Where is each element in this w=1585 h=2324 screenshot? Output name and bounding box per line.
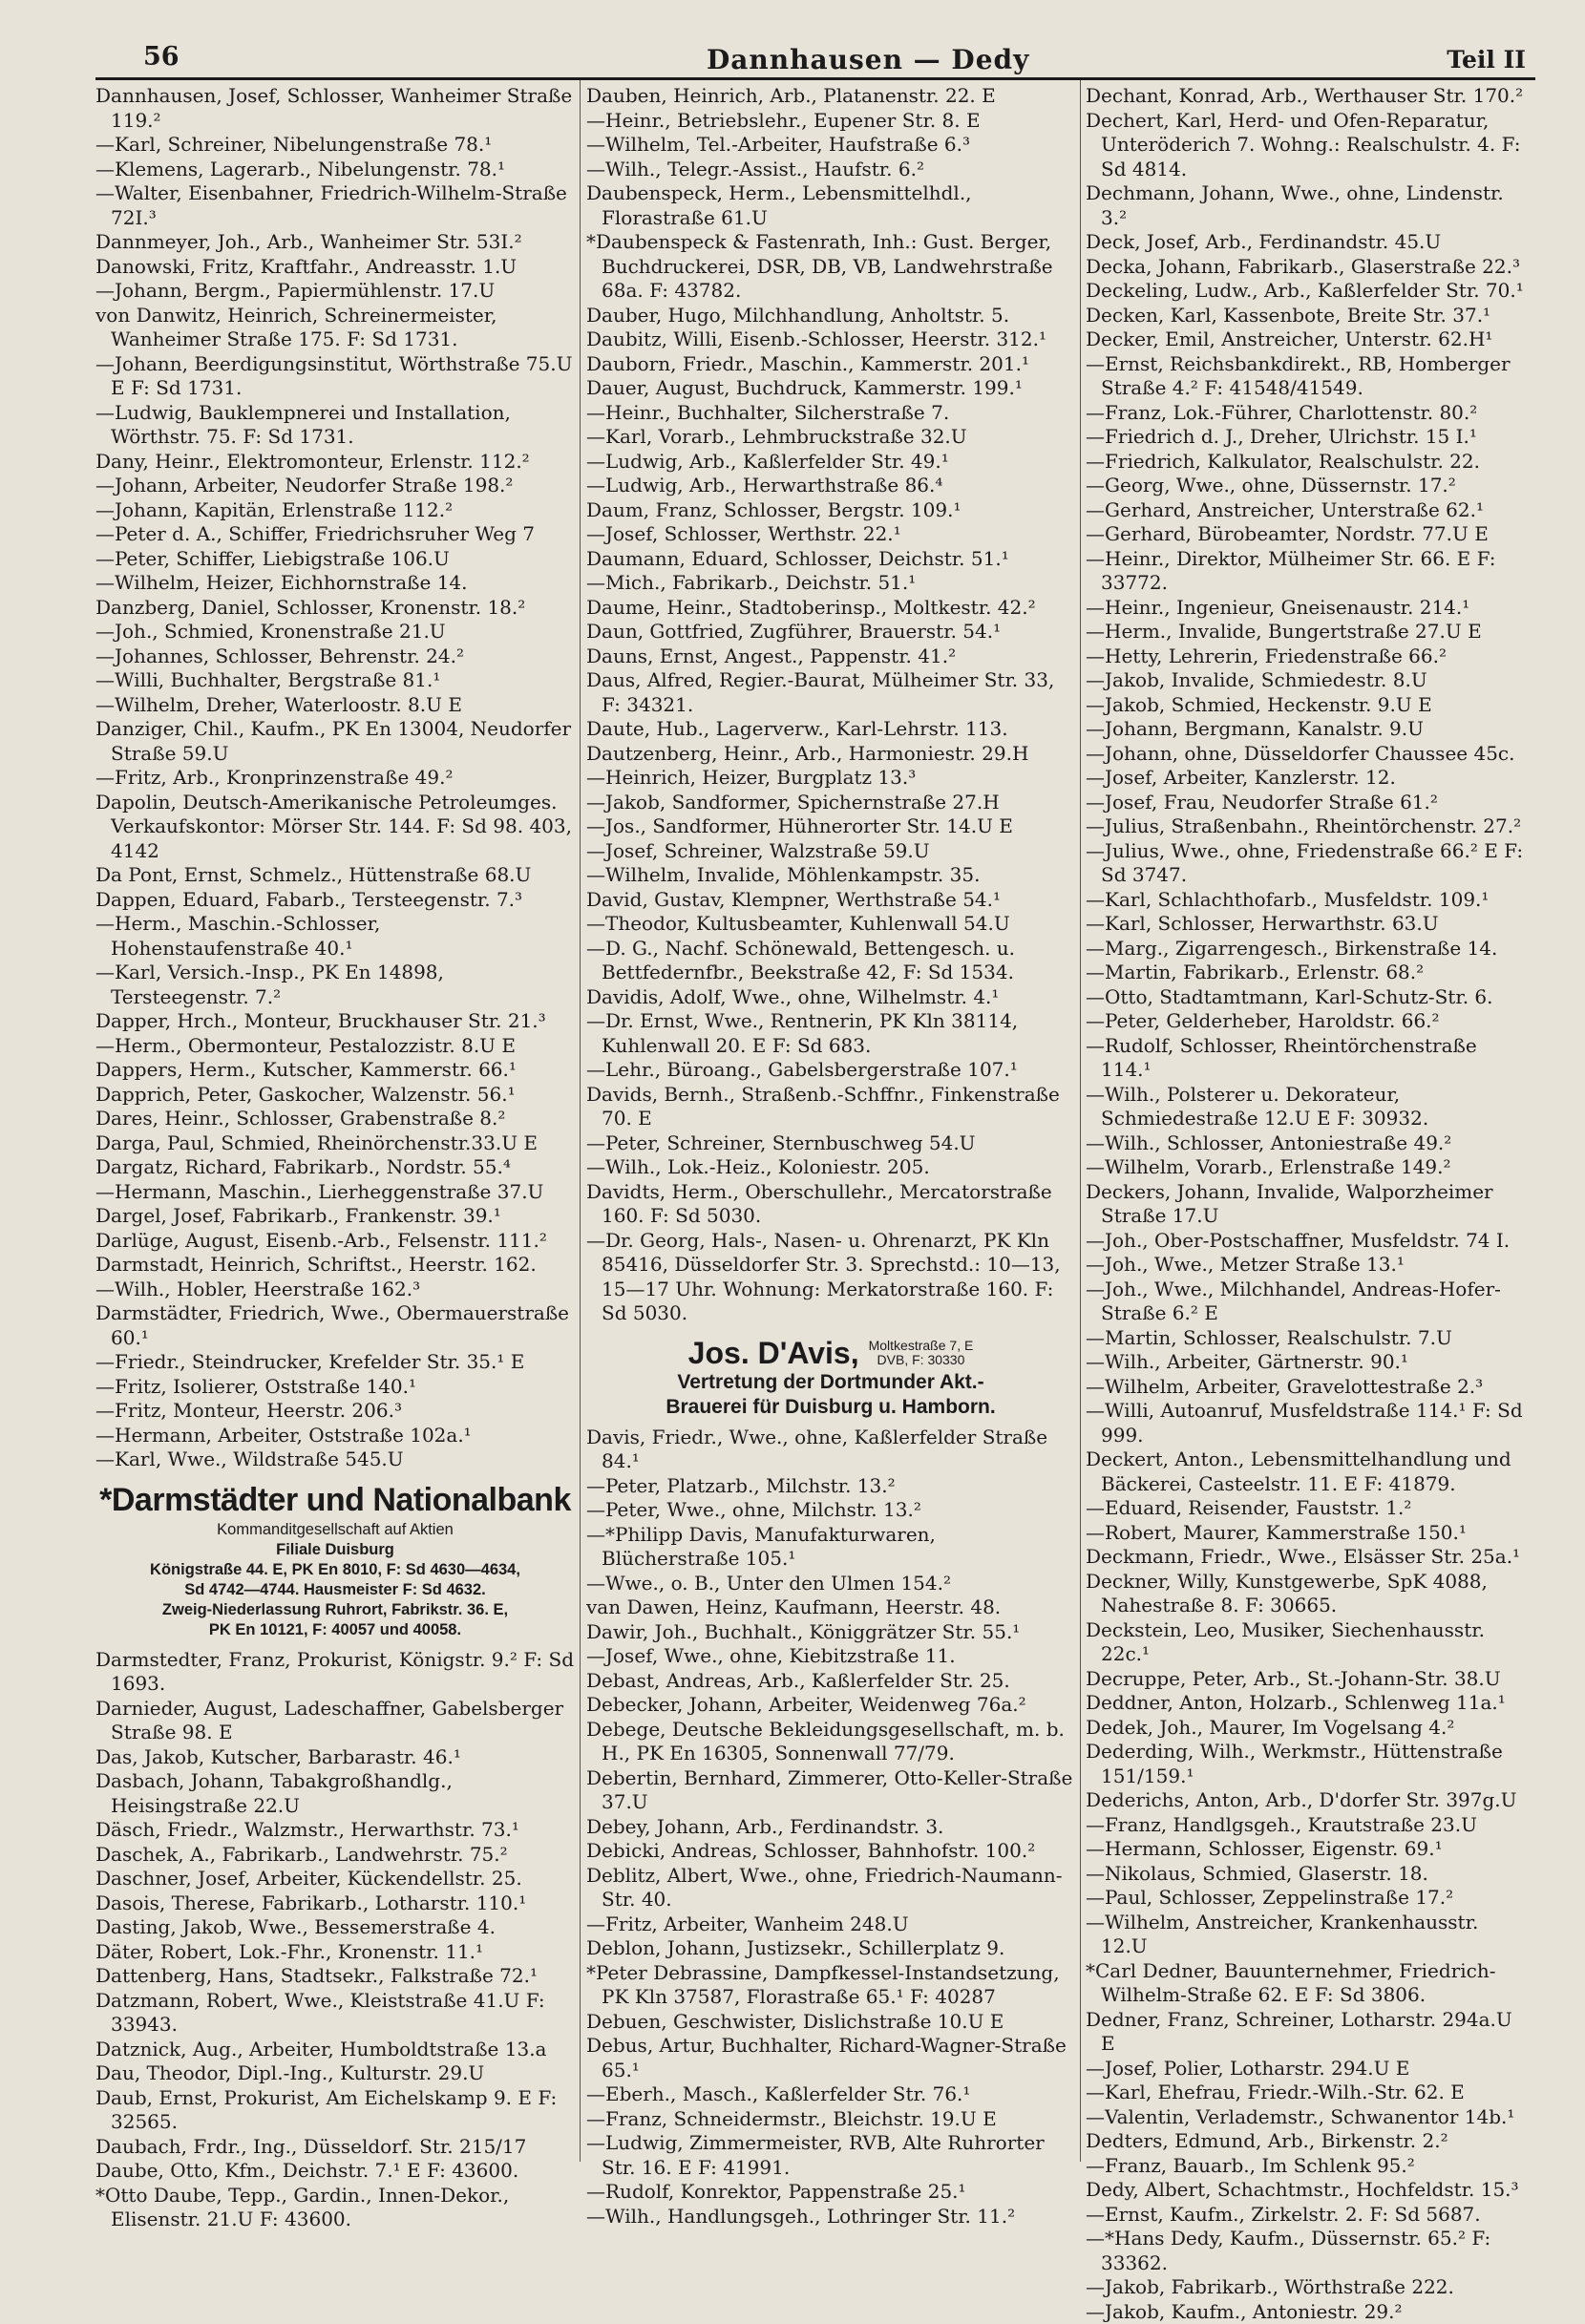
directory-entry: —Wilh., Schlosser, Antoniestraße 49.²	[1086, 1131, 1528, 1156]
directory-entry: Deck, Josef, Arb., Ferdinandstr. 45.U	[1086, 230, 1528, 255]
directory-entry: —Wilhelm, Dreher, Waterloostr. 8.U E	[95, 693, 575, 718]
directory-entry: —Rudolf, Konrektor, Pappenstraße 25.¹	[586, 2180, 1075, 2205]
directory-entry: —Joh., Wwe., Milchhandel, Andreas-Hofer-Straße 6.² E	[1086, 1278, 1528, 1326]
directory-entry: —Franz, Lok.-Führer, Charlottenstr. 80.²	[1086, 401, 1528, 426]
ad-line: Brauerei für Duisburg u. Hamborn.	[586, 1395, 1075, 1420]
directory-entry: Deckeling, Ludw., Arb., Kaßlerfelder Str. 70.¹	[1086, 279, 1528, 304]
directory-entry: —Ludwig, Arb., Herwarthstraße 86.⁴	[586, 474, 1075, 498]
directory-entry: —Josef, Schlosser, Werthstr. 22.¹	[586, 522, 1075, 547]
directory-entry: —Nikolaus, Schmied, Glaserstr. 18.	[1086, 1862, 1528, 1887]
directory-entry: —Marg., Zigarrengesch., Birkenstraße 14.	[1086, 937, 1528, 961]
directory-entry: Dannmeyer, Joh., Arb., Wanheimer Str. 53I.²	[95, 230, 575, 255]
directory-entry: Däter, Robert, Lok.-Fhr., Kronenstr. 11.¹	[95, 1940, 575, 1965]
directory-entry: —Mich., Fabrikarb., Deichstr. 51.¹	[586, 571, 1075, 596]
directory-entry: Dauben, Heinrich, Arb., Platanenstr. 22. E	[586, 84, 1075, 109]
directory-entry: —Georg, Wwe., ohne, Düssernstr. 17.²	[1086, 474, 1528, 498]
directory-entry: Debuen, Geschwister, Dislichstraße 10.U E	[586, 2010, 1075, 2035]
directory-entry: Daub, Ernst, Prokurist, Am Eichelskamp 9. E F: 32565.	[95, 2086, 575, 2135]
directory-entry: —Joh., Wwe., Metzer Straße 13.¹	[1086, 1253, 1528, 1278]
directory-entry: —Gerhard, Anstreicher, Unterstraße 62.¹	[1086, 498, 1528, 523]
directory-entry: Deckmann, Friedr., Wwe., Elsässer Str. 25a.¹	[1086, 1545, 1528, 1570]
directory-entry: Dedner, Franz, Schreiner, Lotharstr. 294a.U E	[1086, 2008, 1528, 2057]
directory-entry: —Joh., Ober-Postschaffner, Musfeldstr. 74 I.	[1086, 1229, 1528, 1254]
ad-name: Jos. D'Avis,	[688, 1336, 859, 1370]
directory-entry: Deblitz, Albert, Wwe., ohne, Friedrich-Naumann-Str. 40.	[586, 1864, 1075, 1912]
page-number: 56	[143, 42, 180, 72]
directory-entry: —Wilhelm, Heizer, Eichhornstraße 14.	[95, 571, 575, 596]
entry-list	[95, 84, 575, 1472]
directory-entry: —Josef, Wwe., ohne, Kiebitzstraße 11.	[586, 1644, 1075, 1669]
directory-entry: —Johannes, Schlosser, Behrenstr. 24.²	[95, 644, 575, 669]
directory-entry: —Ludwig, Arb., Kaßlerfelder Str. 49.¹	[586, 450, 1075, 475]
directory-entry: Darga, Paul, Schmied, Rheinörchenstr.33.U E	[95, 1131, 575, 1156]
directory-entry: —Herm., Obermonteur, Pestalozzistr. 8.U E	[95, 1034, 575, 1059]
directory-entry: Debege, Deutsche Bekleidungsgesellschaft, m. b. H., PK En 16305, Sonnenwall 77/79.	[586, 1718, 1075, 1766]
page-header	[0, 0, 1585, 92]
directory-entry: —Ernst, Kaufm., Zirkelstr. 2. F: Sd 5687.	[1086, 2203, 1528, 2228]
directory-entry: —Josef, Arbeiter, Kanzlerstr. 12.	[1086, 766, 1528, 791]
directory-entry: —Jakob, Schmied, Heckenstr. 9.U E	[1086, 693, 1528, 718]
directory-entry: Debecker, Johann, Arbeiter, Weidenweg 76a.²	[586, 1693, 1075, 1718]
directory-entry: Da Pont, Ernst, Schmelz., Hüttenstraße 68.U	[95, 863, 575, 888]
directory-entry: —*Philipp Davis, Manufakturwaren, Blücherstraße 105.¹	[586, 1523, 1075, 1572]
directory-entry: Dapolin, Deutsch-Amerikanische Petroleumges. Verkaufskontor: Mörser Str. 144. F: Sd 98. 403, 4142	[95, 791, 575, 864]
directory-entry: —Ludwig, Zimmermeister, RVB, Alte Ruhrorter Str. 16. E F: 41991.	[586, 2131, 1075, 2180]
directory-entry: —Wilhelm, Vorarb., Erlenstraße 149.²	[1086, 1155, 1528, 1180]
directory-entry: —Lehr., Büroang., Gabelsbergerstraße 107.¹	[586, 1058, 1075, 1083]
ad-line: Königstraße 44. E, PK En 8010, F: Sd 4630—4634,	[95, 1560, 575, 1580]
directory-entry: —Martin, Fabrikarb., Erlenstr. 68.²	[1086, 961, 1528, 985]
directory-entry: Daume, Heinr., Stadtoberinsp., Moltkestr. 42.²	[586, 596, 1075, 621]
directory-entry: Decka, Johann, Fabrikarb., Glaserstraße 22.³	[1086, 255, 1528, 280]
directory-entry: Datzmann, Robert, Wwe., Kleiststraße 41.U F: 33943.	[95, 1989, 575, 2038]
directory-entry: Darlüge, August, Eisenb.-Arb., Felsenstr. 111.²	[95, 1229, 575, 1254]
directory-entry: Dapprich, Peter, Gaskocher, Walzenstr. 56.¹	[95, 1083, 575, 1108]
directory-entry: —Karl, Schlachthofarb., Musfeldstr. 109.¹	[1086, 888, 1528, 913]
directory-entry: —Julius, Wwe., ohne, Friedenstraße 66.² E F: Sd 3747.	[1086, 839, 1528, 888]
directory-entry: Daubach, Frdr., Ing., Düsseldorf. Str. 215/17	[95, 2135, 575, 2160]
directory-entry: —Karl, Schlosser, Herwarthstr. 63.U	[1086, 912, 1528, 937]
directory-entry: —Jos., Sandformer, Hühnerorter Str. 14.U E	[586, 814, 1075, 839]
directory-entry: —Willi, Buchhalter, Bergstraße 81.¹	[95, 668, 575, 693]
directory-entry: *Daubenspeck & Fastenrath, Inh.: Gust. Berger, Buchdruckerei, DSR, DB, VB, Landwehrstraße 68a. F: 43782.	[586, 230, 1075, 304]
directory-entry: —Hermann, Schlosser, Eigenstr. 69.¹	[1086, 1837, 1528, 1862]
directory-entry: Davidis, Adolf, Wwe., ohne, Wilhelmstr. 4.¹	[586, 985, 1075, 1010]
directory-entry: —Johann, Beerdigungsinstitut, Wörthstraße 75.U E F: Sd 1731.	[95, 352, 575, 401]
directory-entry: Darmstadt, Heinrich, Schriftst., Heerstr. 162.	[95, 1253, 575, 1278]
directory-entry: Dasois, Therese, Fabrikarb., Lotharstr. 110.¹	[95, 1891, 575, 1916]
directory-entry: —Eduard, Reisender, Fauststr. 1.²	[1086, 1496, 1528, 1521]
directory-entry: —Wilh., Handlungsgeh., Lothringer Str. 11.²	[586, 2205, 1075, 2229]
directory-entry: Decruppe, Peter, Arb., St.-Johann-Str. 38.U	[1086, 1667, 1528, 1692]
ad-line: PK En 10121, F: 40057 und 40058.	[95, 1620, 575, 1640]
directory-entry: —Karl, Ehefrau, Friedr.-Wilh.-Str. 62. E	[1086, 2081, 1528, 2105]
directory-entry: —Hermann, Arbeiter, Oststraße 102a.¹	[95, 1424, 575, 1448]
directory-entry: Daum, Franz, Schlosser, Bergstr. 109.¹	[586, 498, 1075, 523]
directory-entry: *Otto Daube, Tepp., Gardin., Innen-Dekor., Elisenstr. 21.U F: 43600.	[95, 2184, 575, 2232]
directory-entry: —Valentin, Verlademstr., Schwanentor 14b.¹	[1086, 2105, 1528, 2130]
directory-entry: Darmstedter, Franz, Prokurist, Königstr. 9.² F: Sd 1693.	[95, 1648, 575, 1697]
directory-entry: —Johann, ohne, Düsseldorfer Chaussee 45c.	[1086, 742, 1528, 767]
directory-entry: —Fritz, Arb., Kronprinzenstraße 49.²	[95, 766, 575, 791]
directory-entry: Dauns, Ernst, Angest., Pappenstr. 41.²	[586, 644, 1075, 669]
ad-line: Vertretung der Dortmunder Akt.-	[586, 1370, 1075, 1395]
directory-entry: —Paul, Schlosser, Zeppelinstraße 17.²	[1086, 1886, 1528, 1911]
directory-entry: —Josef, Schreiner, Walzstraße 59.U	[586, 839, 1075, 864]
directory-entry: Davids, Bernh., Straßenb.-Schffnr., Finkenstraße 70. E	[586, 1083, 1075, 1131]
directory-entry: —Jakob, Invalide, Schmiedestr. 8.U	[1086, 668, 1528, 693]
directory-entry: —D. G., Nachf. Schönewald, Bettengesch. u. Bettfedernfbr., Beekstraße 42, F: Sd 1534.	[586, 937, 1075, 985]
directory-entry: —Heinr., Ingenieur, Gneisenaustr. 214.¹	[1086, 596, 1528, 621]
directory-entry: —Wilh., Arbeiter, Gärtnerstr. 90.¹	[1086, 1350, 1528, 1375]
directory-entry: —Herm., Maschin.-Schlosser, Hohenstaufenstraße 40.¹	[95, 912, 575, 961]
directory-entry: —Fritz, Arbeiter, Wanheim 248.U	[586, 1912, 1075, 1937]
ad-line: Filiale Duisburg	[95, 1540, 575, 1560]
column-divider	[580, 80, 581, 2162]
directory-entry: Dasbach, Johann, Tabakgroßhandlg., Heisingstraße 22.U	[95, 1769, 575, 1818]
directory-entry: —Peter, Platzarb., Milchstr. 13.²	[586, 1474, 1075, 1499]
directory-entry: Debicki, Andreas, Schlosser, Bahnhofstr. 100.²	[586, 1839, 1075, 1864]
directory-entry: —Heinrich, Heizer, Burgplatz 13.³	[586, 766, 1075, 791]
directory-entry: —Johann, Arbeiter, Neudorfer Straße 198.²	[95, 474, 575, 498]
directory-entry: —Wilh., Polsterer u. Dekorateur, Schmiedestraße 12.U E F: 30932.	[1086, 1083, 1528, 1131]
directory-entry: —Franz, Schneidermstr., Bleichstr. 19.U E	[586, 2107, 1075, 2132]
directory-entry: Dau, Theodor, Dipl.-Ing., Kulturstr. 29.U	[95, 2061, 575, 2086]
directory-entry: —Josef, Polier, Lotharstr. 294.U E	[1086, 2057, 1528, 2081]
directory-entry: Davis, Friedr., Wwe., ohne, Kaßlerfelder Straße 84.¹	[586, 1426, 1075, 1474]
directory-entry: —Hermann, Maschin., Lierheggenstraße 37.U	[95, 1180, 575, 1205]
directory-entry: Dautzenberg, Heinr., Arb., Harmoniestr. 29.H	[586, 742, 1075, 767]
directory-entry: —Fritz, Isolierer, Oststraße 140.¹	[95, 1375, 575, 1400]
directory-entry: Dechmann, Johann, Wwe., ohne, Lindenstr. 3.²	[1086, 181, 1528, 230]
directory-entry: —*Hans Dedy, Kaufm., Düssernstr. 65.² F: 33362.	[1086, 2227, 1528, 2275]
directory-entry: Dasting, Jakob, Wwe., Bessemerstraße 4.	[95, 1915, 575, 1940]
directory-entry: —Jakob, Sandformer, Spichernstraße 27.H	[586, 791, 1075, 815]
directory-entry: Daschner, Josef, Arbeiter, Kückendellstr. 25.	[95, 1867, 575, 1891]
brewery-advertisement	[586, 1336, 1075, 1420]
directory-entry: Dares, Heinr., Schlosser, Grabenstraße 8.²	[95, 1107, 575, 1131]
directory-entry: Dauer, August, Buchdruck, Kammerstr. 199.¹	[586, 376, 1075, 401]
directory-entry: Deddner, Anton, Holzarb., Schlenweg 11a.¹	[1086, 1691, 1528, 1716]
entry-list	[95, 1648, 575, 2232]
directory-entry: —Peter d. A., Schiffer, Friedrichsruher Weg 7	[95, 522, 575, 547]
directory-entry: —Rudolf, Schlosser, Rheintörchenstraße 114.¹	[1086, 1034, 1528, 1083]
directory-entry: —Karl, Wwe., Wildstraße 545.U	[95, 1447, 575, 1472]
directory-entry: —Heinr., Buchhalter, Silcherstraße 7.	[586, 401, 1075, 426]
directory-entry: —Johann, Bergm., Papiermühlenstr. 17.U	[95, 279, 575, 304]
directory-entry: —Friedrich d. J., Dreher, Ulrichstr. 15 I.¹	[1086, 425, 1528, 450]
directory-entry: Daschek, A., Fabrikarb., Landwehrstr. 75.²	[95, 1843, 575, 1868]
directory-entry: —Joh., Schmied, Kronenstraße 21.U	[95, 620, 575, 644]
directory-entry: Deckstein, Leo, Musiker, Siechenhausstr. 22c.¹	[1086, 1618, 1528, 1667]
directory-entry: Daute, Hub., Lagerverw., Karl-Lehrstr. 113.	[586, 717, 1075, 742]
directory-entry: Dappen, Eduard, Fabarb., Tersteegenstr. 7.³	[95, 888, 575, 913]
directory-entry: —Karl, Vorarb., Lehmbruckstraße 32.U	[586, 425, 1075, 450]
directory-entry: Datznick, Aug., Arbeiter, Humboldtstraße 13.a	[95, 2038, 575, 2062]
directory-entry: Deckers, Johann, Invalide, Walporzheimer Straße 17.U	[1086, 1180, 1528, 1229]
directory-entry: Dannhausen, Josef, Schlosser, Wanheimer Straße 119.²	[95, 84, 575, 133]
directory-entry: van Dawen, Heinz, Kaufmann, Heerstr. 48.	[586, 1595, 1075, 1620]
directory-entry: —Wilhelm, Invalide, Möhlenkampstr. 35.	[586, 863, 1075, 888]
bank-advertisement	[95, 1480, 575, 1640]
directory-entry: —Franz, Bauarb., Im Schlenk 95.²	[1086, 2154, 1528, 2179]
directory-entry: Decken, Karl, Kassenbote, Breite Str. 37.¹	[1086, 304, 1528, 328]
directory-entry: —Wilhelm, Arbeiter, Gravelottestraße 2.³	[1086, 1375, 1528, 1400]
directory-entry: —Karl, Versich.-Insp., PK En 14898, Tersteegenstr. 7.²	[95, 961, 575, 1009]
directory-entry: Debus, Artur, Buchhalter, Richard-Wagner-Straße 65.¹	[586, 2034, 1075, 2082]
directory-entry: —Johann, Kapitän, Erlenstraße 112.²	[95, 498, 575, 523]
directory-entry: Darnieder, August, Ladeschaffner, Gabelsberger Straße 98. E	[95, 1697, 575, 1745]
directory-entry: —Wilhelm, Tel.-Arbeiter, Haufstraße 6.³	[586, 133, 1075, 158]
directory-entry: David, Gustav, Klempner, Werthstraße 54.¹	[586, 888, 1075, 913]
directory-entry: Dattenberg, Hans, Stadtsekr., Falkstraße 72.¹	[95, 1964, 575, 1989]
directory-entry: *Carl Dedner, Bauunternehmer, Friedrich-Wilhelm-Straße 62. E F: Sd 3806.	[1086, 1959, 1528, 2008]
ad-address-line: Moltkestraße 7, E	[869, 1338, 974, 1353]
directory-entry: —Klemens, Lagerarb., Nibelungenstr. 78.¹	[95, 158, 575, 182]
directory-entry: Deblon, Johann, Justizsekr., Schillerplatz 9.	[586, 1936, 1075, 1961]
directory-entry: Dawir, Joh., Buchhalt., Königgrätzer Str. 55.¹	[586, 1620, 1075, 1645]
directory-entry: —Peter, Wwe., ohne, Milchstr. 13.²	[586, 1498, 1075, 1523]
entry-list	[1086, 84, 1528, 2324]
directory-entry: —Johann, Bergmann, Kanalstr. 9.U	[1086, 717, 1528, 742]
directory-entry: Daun, Gottfried, Zugführer, Brauerstr. 54.¹	[586, 620, 1075, 644]
directory-entry: Danowski, Fritz, Kraftfahr., Andreasstr. 1.U	[95, 255, 575, 280]
page-range-title: Dannhausen — Dedy	[707, 44, 1029, 75]
directory-entry: Dederichs, Anton, Arb., D'dorfer Str. 397g.U	[1086, 1788, 1528, 1813]
directory-entry: —Heinr., Direktor, Mülheimer Str. 66. E F: 33772.	[1086, 547, 1528, 596]
directory-entry: —Wilh., Hobler, Heerstraße 162.³	[95, 1278, 575, 1302]
ad-address-line: DVB, F: 30330	[877, 1352, 965, 1367]
directory-entry: —Jakob, Fabrikarb., Wörthstraße 222.	[1086, 2275, 1528, 2300]
directory-entry: —Peter, Schiffer, Liebigstraße 106.U	[95, 547, 575, 572]
directory-entry: Daubenspeck, Herm., Lebensmittelhdl., Florastraße 61.U	[586, 181, 1075, 230]
ad-line: Kommanditgesellschaft auf Aktien	[95, 1520, 575, 1540]
directory-entry: —Wilhelm, Anstreicher, Krankenhausstr. 12.U	[1086, 1911, 1528, 1959]
column-middle	[586, 84, 1075, 2229]
directory-entry: —Friedr., Steindrucker, Krefelder Str. 35.¹ E	[95, 1350, 575, 1375]
ad-title: *Darmstädter und Nationalbank	[95, 1480, 575, 1520]
directory-entry: —Peter, Schreiner, Sternbuschweg 54.U	[586, 1131, 1075, 1156]
ad-address	[869, 1339, 974, 1367]
entry-list	[586, 1426, 1075, 2229]
directory-entry: Dauborn, Friedr., Maschin., Kammerstr. 201.¹	[586, 352, 1075, 377]
directory-entry: Dedy, Albert, Schachtmstr., Hochfeldstr. 15.³	[1086, 2178, 1528, 2203]
directory-entry: Dargel, Josef, Fabrikarb., Frankenstr. 39.¹	[95, 1204, 575, 1229]
directory-entry: Danzberg, Daniel, Schlosser, Kronenstr. 18.²	[95, 596, 575, 621]
directory-entry: Daube, Otto, Kfm., Deichstr. 7.¹ E F: 43600.	[95, 2159, 575, 2184]
directory-entry: Darmstädter, Friedrich, Wwe., Obermauerstraße 60.¹	[95, 1301, 575, 1350]
directory-entry: —Franz, Handlgsgeh., Krautstraße 23.U	[1086, 1813, 1528, 1838]
directory-entry: —Willi, Autoanruf, Musfeldstraße 114.¹ F: Sd 999.	[1086, 1399, 1528, 1447]
directory-entry: —Peter, Gelderheber, Haroldstr. 66.²	[1086, 1009, 1528, 1034]
directory-entry: Debey, Johann, Arb., Ferdinandstr. 3.	[586, 1815, 1075, 1840]
ad-line: Zweig-Niederlassung Ruhrort, Fabrikstr. 36. E,	[95, 1600, 575, 1620]
directory-entry: Dany, Heinr., Elektromonteur, Erlenstr. 112.²	[95, 450, 575, 475]
directory-entry: —Dr. Georg, Hals-, Nasen- u. Ohrenarzt, PK Kln 85416, Düsseldorfer Str. 3. Sprechstd.: 10—13, 15—17 Uhr. Wohnung: Merkatorstraße 160. F: Sd 5030.	[586, 1229, 1075, 1326]
directory-entry: Deckner, Willy, Kunstgewerbe, SpK 4088, Nahestraße 8. F: 30665.	[1086, 1570, 1528, 1618]
directory-entry: von Danwitz, Heinrich, Schreinermeister, Wanheimer Straße 175. F: Sd 1731.	[95, 304, 575, 352]
directory-entry: —Eberh., Masch., Kaßlerfelder Str. 76.¹	[586, 2082, 1075, 2107]
column-left	[95, 84, 575, 2232]
part-label: Teil II	[1447, 46, 1526, 74]
directory-entry: —Ernst, Reichsbankdirekt., RB, Homberger Straße 4.² F: 41548/41549.	[1086, 352, 1528, 401]
directory-entry: —Julius, Straßenbahn., Rheintörchenstr. 27.²	[1086, 814, 1528, 839]
directory-entry: —Theodor, Kultusbeamter, Kuhlenwall 54.U	[586, 912, 1075, 937]
directory-entry: Daubitz, Willi, Eisenb.-Schlosser, Heerstr. 312.¹	[586, 327, 1075, 352]
directory-entry: —Walter, Eisenbahner, Friedrich-Wilhelm-Straße 72I.³	[95, 181, 575, 230]
directory-entry: Dechert, Karl, Herd- und Ofen-Reparatur, Unteröderich 7. Wohng.: Realschulstr. 4. F: Sd 4814.	[1086, 109, 1528, 182]
directory-entry: Davidts, Herm., Oberschullehr., Mercatorstraße 160. F: Sd 5030.	[586, 1180, 1075, 1229]
header-rule	[95, 77, 1535, 80]
directory-entry: —Dr. Ernst, Wwe., Rentnerin, PK Kln 38114, Kuhlenwall 20. E F: Sd 683.	[586, 1009, 1075, 1058]
column-divider	[1080, 80, 1081, 2162]
directory-entry: Debertin, Bernhard, Zimmerer, Otto-Keller-Straße 37.U	[586, 1766, 1075, 1815]
directory-entry: *Peter Debrassine, Dampfkessel-Instandsetzung, PK Kln 37587, Florastraße 65.¹ F: 40287	[586, 1961, 1075, 2010]
directory-entry: —Josef, Frau, Neudorfer Straße 61.²	[1086, 791, 1528, 815]
directory-entry: Dederding, Wilh., Werkmstr., Hüttenstraße 151/159.¹	[1086, 1740, 1528, 1788]
directory-entry: Dapper, Hrch., Monteur, Bruckhauser Str. 21.³	[95, 1009, 575, 1034]
column-right	[1086, 84, 1528, 2324]
directory-entry: Dappers, Herm., Kutscher, Kammerstr. 66.¹	[95, 1058, 575, 1083]
ad-line: Sd 4742—4744. Hausmeister F: Sd 4632.	[95, 1580, 575, 1600]
directory-entry: —Herm., Invalide, Bungertstraße 27.U E	[1086, 620, 1528, 644]
directory-entry: Das, Jakob, Kutscher, Barbarastr. 46.¹	[95, 1745, 575, 1770]
directory-entry: Daumann, Eduard, Schlosser, Deichstr. 51.¹	[586, 547, 1075, 572]
directory-entry: Dauber, Hugo, Milchhandlung, Anholtstr. 5.	[586, 304, 1075, 328]
directory-entry: —Wilh., Telegr.-Assist., Haufstr. 6.²	[586, 158, 1075, 182]
directory-entry: —Hetty, Lehrerin, Friedenstraße 66.²	[1086, 644, 1528, 669]
entry-list	[586, 84, 1075, 1326]
directory-entry: —Heinr., Betriebslehr., Eupener Str. 8. E	[586, 109, 1075, 134]
directory-entry: —Fritz, Monteur, Heerstr. 206.³	[95, 1399, 575, 1424]
directory-entry: Danziger, Chil., Kaufm., PK En 13004, Neudorfer Straße 59.U	[95, 717, 575, 766]
directory-entry: Dechant, Konrad, Arb., Werthauser Str. 170.²	[1086, 84, 1528, 109]
directory-entry: Debast, Andreas, Arb., Kaßlerfelder Str. 25.	[586, 1669, 1075, 1694]
directory-entry: —Otto, Stadtamtmann, Karl-Schutz-Str. 6.	[1086, 985, 1528, 1010]
directory-entry: —Gerhard, Bürobeamter, Nordstr. 77.U E	[1086, 522, 1528, 547]
directory-entry: Decker, Emil, Anstreicher, Unterstr. 62.H¹	[1086, 327, 1528, 352]
directory-entry: —Wwe., o. B., Unter den Ulmen 154.²	[586, 1572, 1075, 1596]
directory-entry: Dargatz, Richard, Fabrikarb., Nordstr. 55.⁴	[95, 1155, 575, 1180]
directory-entry: Däsch, Friedr., Walzmstr., Herwarthstr. 73.¹	[95, 1818, 575, 1843]
directory-entry: —Friedrich, Kalkulator, Realschulstr. 22.	[1086, 450, 1528, 475]
directory-entry: —Ludwig, Bauklempnerei und Installation, Wörthstr. 75. F: Sd 1731.	[95, 401, 575, 450]
directory-entry: Daus, Alfred, Regier.-Baurat, Mülheimer Str. 33, F: 34321.	[586, 668, 1075, 717]
directory-entry: Dedek, Joh., Maurer, Im Vogelsang 4.²	[1086, 1716, 1528, 1741]
directory-entry: —Robert, Maurer, Kammerstraße 150.¹	[1086, 1521, 1528, 1546]
directory-entry: —Wilh., Lok.-Heiz., Koloniestr. 205.	[586, 1155, 1075, 1180]
directory-entry: Deckert, Anton., Lebensmittelhandlung und Bäckerei, Casteelstr. 11. E F: 41879.	[1086, 1447, 1528, 1496]
directory-entry: —Martin, Schlosser, Realschulstr. 7.U	[1086, 1326, 1528, 1351]
directory-entry: Dedters, Edmund, Arb., Birkenstr. 2.²	[1086, 2129, 1528, 2154]
directory-entry: —Karl, Schreiner, Nibelungenstraße 78.¹	[95, 133, 575, 158]
directory-entry: —Jakob, Kaufm., Antoniestr. 29.²	[1086, 2300, 1528, 2324]
